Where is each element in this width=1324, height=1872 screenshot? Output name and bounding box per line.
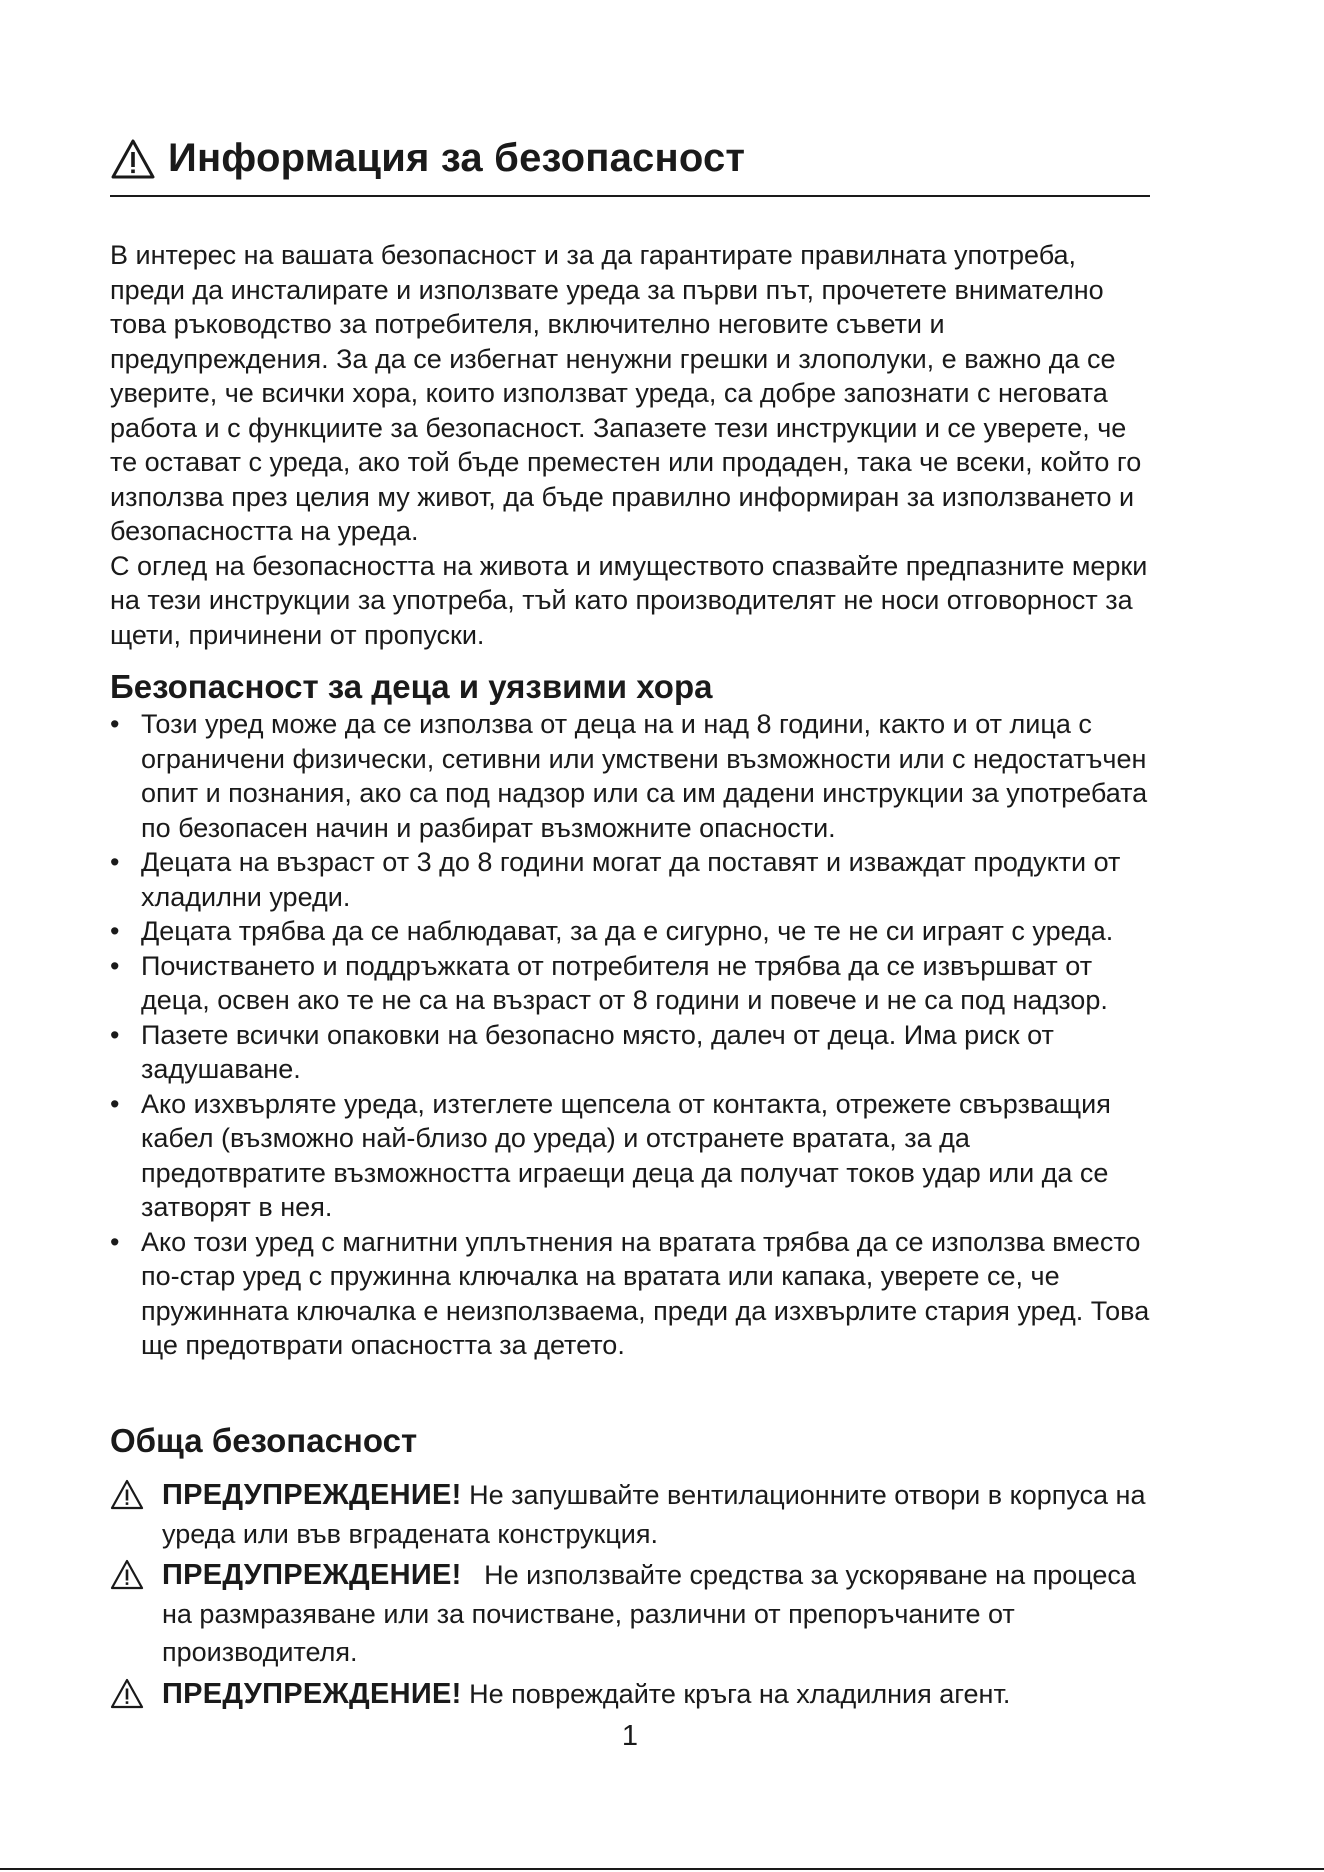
warning-text: Не повреждайте кръга на хладилния агент. bbox=[469, 1678, 1011, 1709]
intro-text bbox=[110, 238, 1150, 652]
list-item-text: Децата трябва да се наблюдават, за да е сигурно, че те не си играят с уреда. bbox=[141, 916, 1114, 946]
children-safety-list bbox=[110, 707, 1155, 1363]
footer-divider bbox=[0, 1868, 1324, 1870]
bullet-icon: • bbox=[110, 950, 120, 981]
warning-item bbox=[110, 1556, 1155, 1672]
list-item-text: Ако този уред с магнитни уплътнения на вратата трябва да се използва вместо по-стар уред с пружинна ключалка на вратата или капака, уверете се, че пружинната ключалка е неизползваема, преди да изхвърлите стария уред. Това ще предотврати опасността за детето. bbox=[141, 1226, 1150, 1360]
warning-item bbox=[110, 1476, 1155, 1553]
list-item bbox=[110, 707, 1155, 845]
list-item bbox=[110, 1018, 1155, 1087]
page-title: Информация за безопасност bbox=[168, 136, 746, 180]
warning-label: ПРЕДУПРЕЖДЕНИЕ! bbox=[162, 1677, 462, 1710]
bullet-icon: • bbox=[110, 709, 120, 739]
list-item-text: Пазете всички опаковки на безопасно място, далеч от деца. Има риск от задушаване. bbox=[141, 1019, 1054, 1084]
list-item bbox=[110, 845, 1155, 914]
intro-paragraph: В интерес на вашата безопасност и за да гарантирате правилната употреба, преди да инсталирате и използвате уреда за първи път, прочетете внимателно това ръководство за потребителя, включително неговите съвети и предупреждения. За да се избегнат ненужни грешки и злополуки, е важно да се уверите, че всички хора, които използват уреда, са добре запознати с неговата работа и с функциите за безопасност. Запазете тези инструкции и се уверете, че те остават с уреда, ако той бъде преместен или продаден, така че всеки, който го използва през целия му живот, да бъде правилно информиран за използването и безопасността на уреда. bbox=[110, 240, 1142, 546]
list-item bbox=[110, 1225, 1155, 1363]
list-item bbox=[110, 1087, 1155, 1225]
title-divider bbox=[110, 195, 1150, 197]
warning-label: ПРЕДУПРЕЖДЕНИЕ! bbox=[162, 1559, 462, 1591]
bullet-icon: • bbox=[110, 847, 120, 877]
warning-triangle-icon bbox=[110, 1559, 144, 1590]
warning-triangle-icon bbox=[110, 1678, 144, 1709]
list-item-text: Децата на възраст от 3 до 8 години могат да поставят и изваждат продукти от хладилни уреди. bbox=[141, 847, 1121, 912]
bullet-icon: • bbox=[110, 916, 120, 946]
intro-paragraph: С оглед на безопасността на живота и имуществото спазвайте предпазните мерки на тези инструкции за употреба, тъй като производителят не носи отговорност за щети, причинени от пропуски. bbox=[110, 550, 1148, 650]
list-item bbox=[110, 949, 1155, 1018]
page-number: 1 bbox=[621, 1720, 639, 1752]
warning-label: ПРЕДУПРЕЖДЕНИЕ! bbox=[162, 1479, 462, 1511]
section-heading-general-safety: Обща безопасност bbox=[110, 1422, 418, 1459]
section-heading-children-safety: Безопасност за деца и уязвими хора bbox=[110, 668, 713, 705]
bullet-icon: • bbox=[110, 1019, 120, 1050]
general-safety-warnings bbox=[110, 1476, 1155, 1716]
bullet-icon: • bbox=[110, 1226, 120, 1257]
bullet-icon: • bbox=[110, 1088, 120, 1119]
warning-item bbox=[110, 1675, 1155, 1714]
list-item-text: Ако изхвърляте уреда, изтеглете щепсела от контакта, отрежете свързващия кабел (възможно най-близо до уреда) и отстранете вратата, за да предотвратите възможността играещи деца да получат токов удар или да се затворят в нея. bbox=[141, 1088, 1111, 1222]
page-title-row bbox=[110, 136, 745, 181]
warning-triangle-icon bbox=[110, 1479, 144, 1510]
warning-text: Не запушвайте вентилационните отвори в корпуса на уреда или във вградената конструкция. bbox=[162, 1480, 1146, 1549]
list-item bbox=[110, 914, 1155, 949]
list-item-text: Почистването и поддръжката от потребителя не трябва да се извършват от деца, освен ако те не са на възраст от 8 години и повече и не са под надзор. bbox=[141, 950, 1108, 1015]
warning-triangle-icon bbox=[110, 138, 156, 180]
list-item-text: Този уред може да се използва от деца на и над 8 години, както и от лица с ограничени физически, сетивни или умствени възможности или с недостатъчен опит и познания, ако са под надзор или са им дадени инструкции за употребата по безопасен начин и разбират възможните опасности. bbox=[141, 709, 1148, 843]
warning-text: Не използвайте средства за ускоряване на процеса на размразяване или за почистване, различни от препоръчаните от производителя. bbox=[162, 1560, 1136, 1667]
